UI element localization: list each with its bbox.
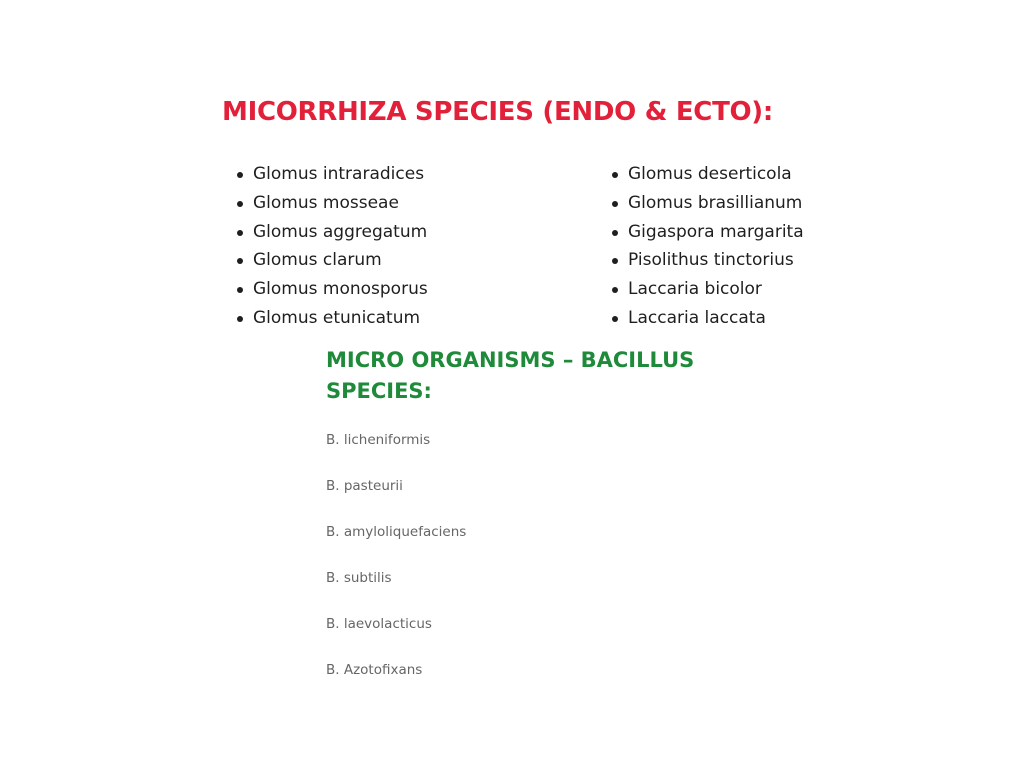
- mycorrhiza-list-left: [236, 160, 428, 333]
- bullet-icon: [237, 316, 243, 322]
- bullet-icon: [612, 201, 618, 207]
- list-item-label: Glomus monosporus: [253, 279, 428, 300]
- bullet-icon: [612, 287, 618, 293]
- bacillus-item: B. licheniformis: [326, 432, 431, 448]
- bacillus-item: B. subtilis: [326, 570, 392, 586]
- bacillus-item: B. Azotofixans: [326, 662, 423, 678]
- list-item: [236, 275, 428, 304]
- mycorrhiza-heading: MICORRHIZA SPECIES (ENDO & ECTO):: [222, 97, 773, 127]
- list-item: [611, 246, 804, 275]
- list-item-label: Pisolithus tinctorius: [628, 250, 794, 271]
- bullet-icon: [237, 201, 243, 207]
- list-item: [236, 189, 428, 218]
- bacillus-list: [326, 428, 466, 704]
- bacillus-heading: [326, 345, 726, 407]
- bullet-icon: [612, 258, 618, 264]
- list-item: [611, 304, 804, 333]
- mycorrhiza-list-right: [611, 160, 804, 333]
- list-item: [611, 218, 804, 247]
- bacillus-item: B. amyloliquefaciens: [326, 524, 467, 540]
- list-item-label: Glomus aggregatum: [253, 221, 428, 242]
- bullet-icon: [612, 316, 618, 322]
- list-item-label: Glomus etunicatum: [253, 307, 421, 328]
- list-item: [611, 275, 804, 304]
- list-item: [236, 160, 428, 189]
- bacillus-heading-line2: SPECIES:: [326, 379, 432, 403]
- bullet-icon: [237, 230, 243, 236]
- bullet-icon: [612, 230, 618, 236]
- list-item-label: Glomus mosseae: [253, 192, 399, 213]
- list-item-label: Laccaria bicolor: [628, 279, 762, 300]
- bullet-icon: [237, 172, 243, 178]
- bacillus-heading-line1: MICRO ORGANISMS – BACILLUS: [326, 348, 695, 372]
- list-item-label: Glomus deserticola: [628, 164, 792, 184]
- bacillus-item: B. laevolacticus: [326, 616, 432, 632]
- list-item-label: Glomus clarum: [253, 250, 382, 271]
- list-item: [236, 304, 428, 333]
- bullet-icon: [237, 258, 243, 264]
- list-item-label: Glomus brasillianum: [628, 192, 803, 213]
- list-item: [236, 218, 428, 247]
- list-item-label: Laccaria laccata: [628, 307, 766, 328]
- bullet-icon: [237, 287, 243, 293]
- bacillus-item: B. pasteurii: [326, 478, 403, 494]
- list-item: [611, 160, 804, 189]
- bullet-icon: [612, 172, 618, 178]
- list-item-label: Gigaspora margarita: [628, 221, 804, 242]
- list-item-label: Glomus intraradices: [253, 164, 425, 184]
- list-item: [611, 189, 804, 218]
- list-item: [236, 246, 428, 275]
